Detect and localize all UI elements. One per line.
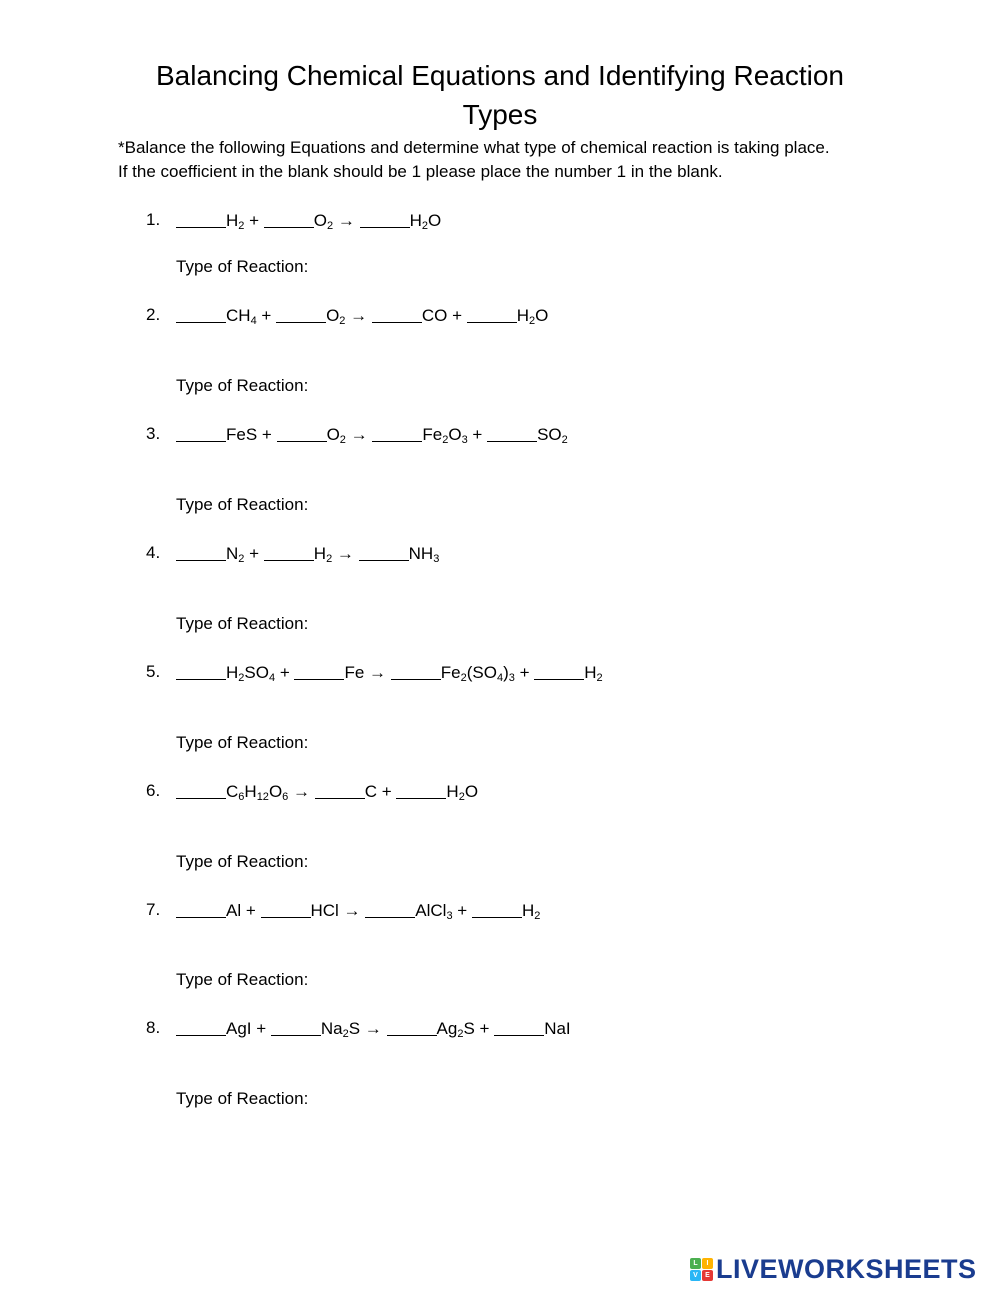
problem-number: 2. — [146, 305, 161, 324]
formula-term: AgI + — [226, 1019, 271, 1038]
formula-term: HCl → — [310, 901, 366, 920]
equation — [176, 779, 478, 804]
coefficient-blank[interactable] — [264, 210, 314, 228]
formula-term: $Fe_2O_3$ + — [422, 425, 488, 446]
formula-term: $H_2$ — [521, 901, 541, 922]
problem-number: 1. — [146, 210, 161, 229]
formula-term: $H_2O$ — [446, 782, 479, 803]
formula-term: $H_2SO_4$ + — [226, 663, 295, 684]
title-line-2: Types — [462, 99, 538, 130]
liveworksheets-logo — [690, 1254, 977, 1284]
type-of-reaction-label: Type of Reaction: — [176, 257, 309, 276]
formula-term: $O_2$ → — [326, 306, 372, 327]
formula-term: C + — [364, 782, 397, 801]
instructions — [118, 136, 918, 184]
logo-tile: I — [702, 1258, 713, 1269]
coefficient-blank[interactable] — [277, 424, 327, 442]
type-of-reaction-label: Type of Reaction: — [176, 970, 309, 989]
formula-term: NaI — [544, 1019, 571, 1038]
coefficient-blank[interactable] — [176, 305, 226, 323]
formula-term: Al + — [226, 901, 261, 920]
problem-number: 5. — [146, 662, 161, 681]
formula-term: $CH_4$ + — [226, 306, 277, 327]
coefficient-blank[interactable] — [176, 662, 226, 680]
instructions-line-1: *Balance the following Equations and determine what type of chemical reaction is taking place. — [118, 138, 830, 157]
formula-term: FeS + — [226, 425, 277, 444]
logo-text: LIVEWORKSHEETS — [716, 1254, 977, 1284]
coefficient-blank[interactable] — [494, 1018, 544, 1036]
formula-term: $SO_2$ — [537, 425, 568, 446]
formula-term: $H_2$ → — [313, 544, 359, 565]
type-of-reaction-label: Type of Reaction: — [176, 852, 309, 871]
coefficient-blank[interactable] — [396, 781, 446, 799]
worksheet-title — [0, 56, 1000, 134]
type-of-reaction-label: Type of Reaction: — [176, 376, 309, 395]
coefficient-blank[interactable] — [176, 424, 226, 442]
type-of-reaction-label: Type of Reaction: — [176, 1089, 309, 1108]
problem-number: 6. — [146, 781, 161, 800]
formula-term: AlCl$_3$ + — [415, 901, 472, 922]
type-of-reaction-label: Type of Reaction: — [176, 614, 309, 633]
coefficient-blank[interactable] — [387, 1018, 437, 1036]
coefficient-blank[interactable] — [176, 1018, 226, 1036]
coefficient-blank[interactable] — [176, 781, 226, 799]
coefficient-blank[interactable] — [467, 305, 517, 323]
equation — [176, 898, 540, 923]
problem-number: 3. — [146, 424, 161, 443]
equation — [176, 660, 603, 685]
logo-tile: L — [690, 1258, 701, 1269]
coefficient-blank[interactable] — [372, 305, 422, 323]
formula-term: $Ag_2S$ + — [436, 1019, 495, 1040]
formula-term: $O_2$ → — [313, 211, 360, 232]
coefficient-blank[interactable] — [271, 1018, 321, 1036]
formula-term: Fe → — [344, 663, 391, 682]
coefficient-blank[interactable] — [276, 305, 326, 323]
type-of-reaction-label: Type of Reaction: — [176, 733, 309, 752]
formula-term: $H_2$ — [584, 663, 603, 684]
coefficient-blank[interactable] — [360, 210, 410, 228]
coefficient-blank[interactable] — [365, 900, 415, 918]
coefficient-blank[interactable] — [264, 543, 314, 561]
coefficient-blank[interactable] — [472, 900, 522, 918]
formula-term: $Na_2S$ → — [320, 1019, 387, 1040]
formula-term: $C_6H_{12}O_6$ → — [226, 782, 315, 803]
formula-term: $N_2$ + — [226, 544, 264, 565]
problem-number: 4. — [146, 543, 161, 562]
equation — [176, 303, 548, 328]
logo-tile: E — [702, 1270, 713, 1281]
coefficient-blank[interactable] — [359, 543, 409, 561]
formula-term: $NH_3$ — [408, 544, 440, 565]
equation — [176, 208, 441, 233]
formula-term: CO + — [421, 306, 467, 325]
coefficient-blank[interactable] — [294, 662, 344, 680]
problem-number: 7. — [146, 900, 161, 919]
logo-tile: V — [690, 1270, 701, 1281]
coefficient-blank[interactable] — [261, 900, 311, 918]
formula-term: $H_2O$ — [409, 211, 442, 232]
coefficient-blank[interactable] — [391, 662, 441, 680]
equation — [176, 422, 568, 447]
formula-term: $O_2$ → — [326, 425, 373, 446]
problem-number: 8. — [146, 1018, 161, 1037]
coefficient-blank[interactable] — [176, 900, 226, 918]
coefficient-blank[interactable] — [176, 210, 226, 228]
equation — [176, 1016, 571, 1041]
equation — [176, 541, 439, 566]
title-line-1: Balancing Chemical Equations and Identifying Reaction — [156, 60, 844, 91]
coefficient-blank[interactable] — [176, 543, 226, 561]
coefficient-blank[interactable] — [487, 424, 537, 442]
formula-term: $Fe_2(SO_4)_3$ + — [440, 663, 535, 684]
formula-term: $H_2O$ — [516, 306, 549, 327]
coefficient-blank[interactable] — [534, 662, 584, 680]
instructions-line-2: If the coefficient in the blank should be 1 please place the number 1 in the blank. — [118, 162, 723, 181]
type-of-reaction-label: Type of Reaction: — [176, 495, 309, 514]
coefficient-blank[interactable] — [315, 781, 365, 799]
formula-term: $H_2$ + — [226, 211, 264, 232]
logo-mark-icon — [690, 1258, 713, 1281]
coefficient-blank[interactable] — [372, 424, 422, 442]
